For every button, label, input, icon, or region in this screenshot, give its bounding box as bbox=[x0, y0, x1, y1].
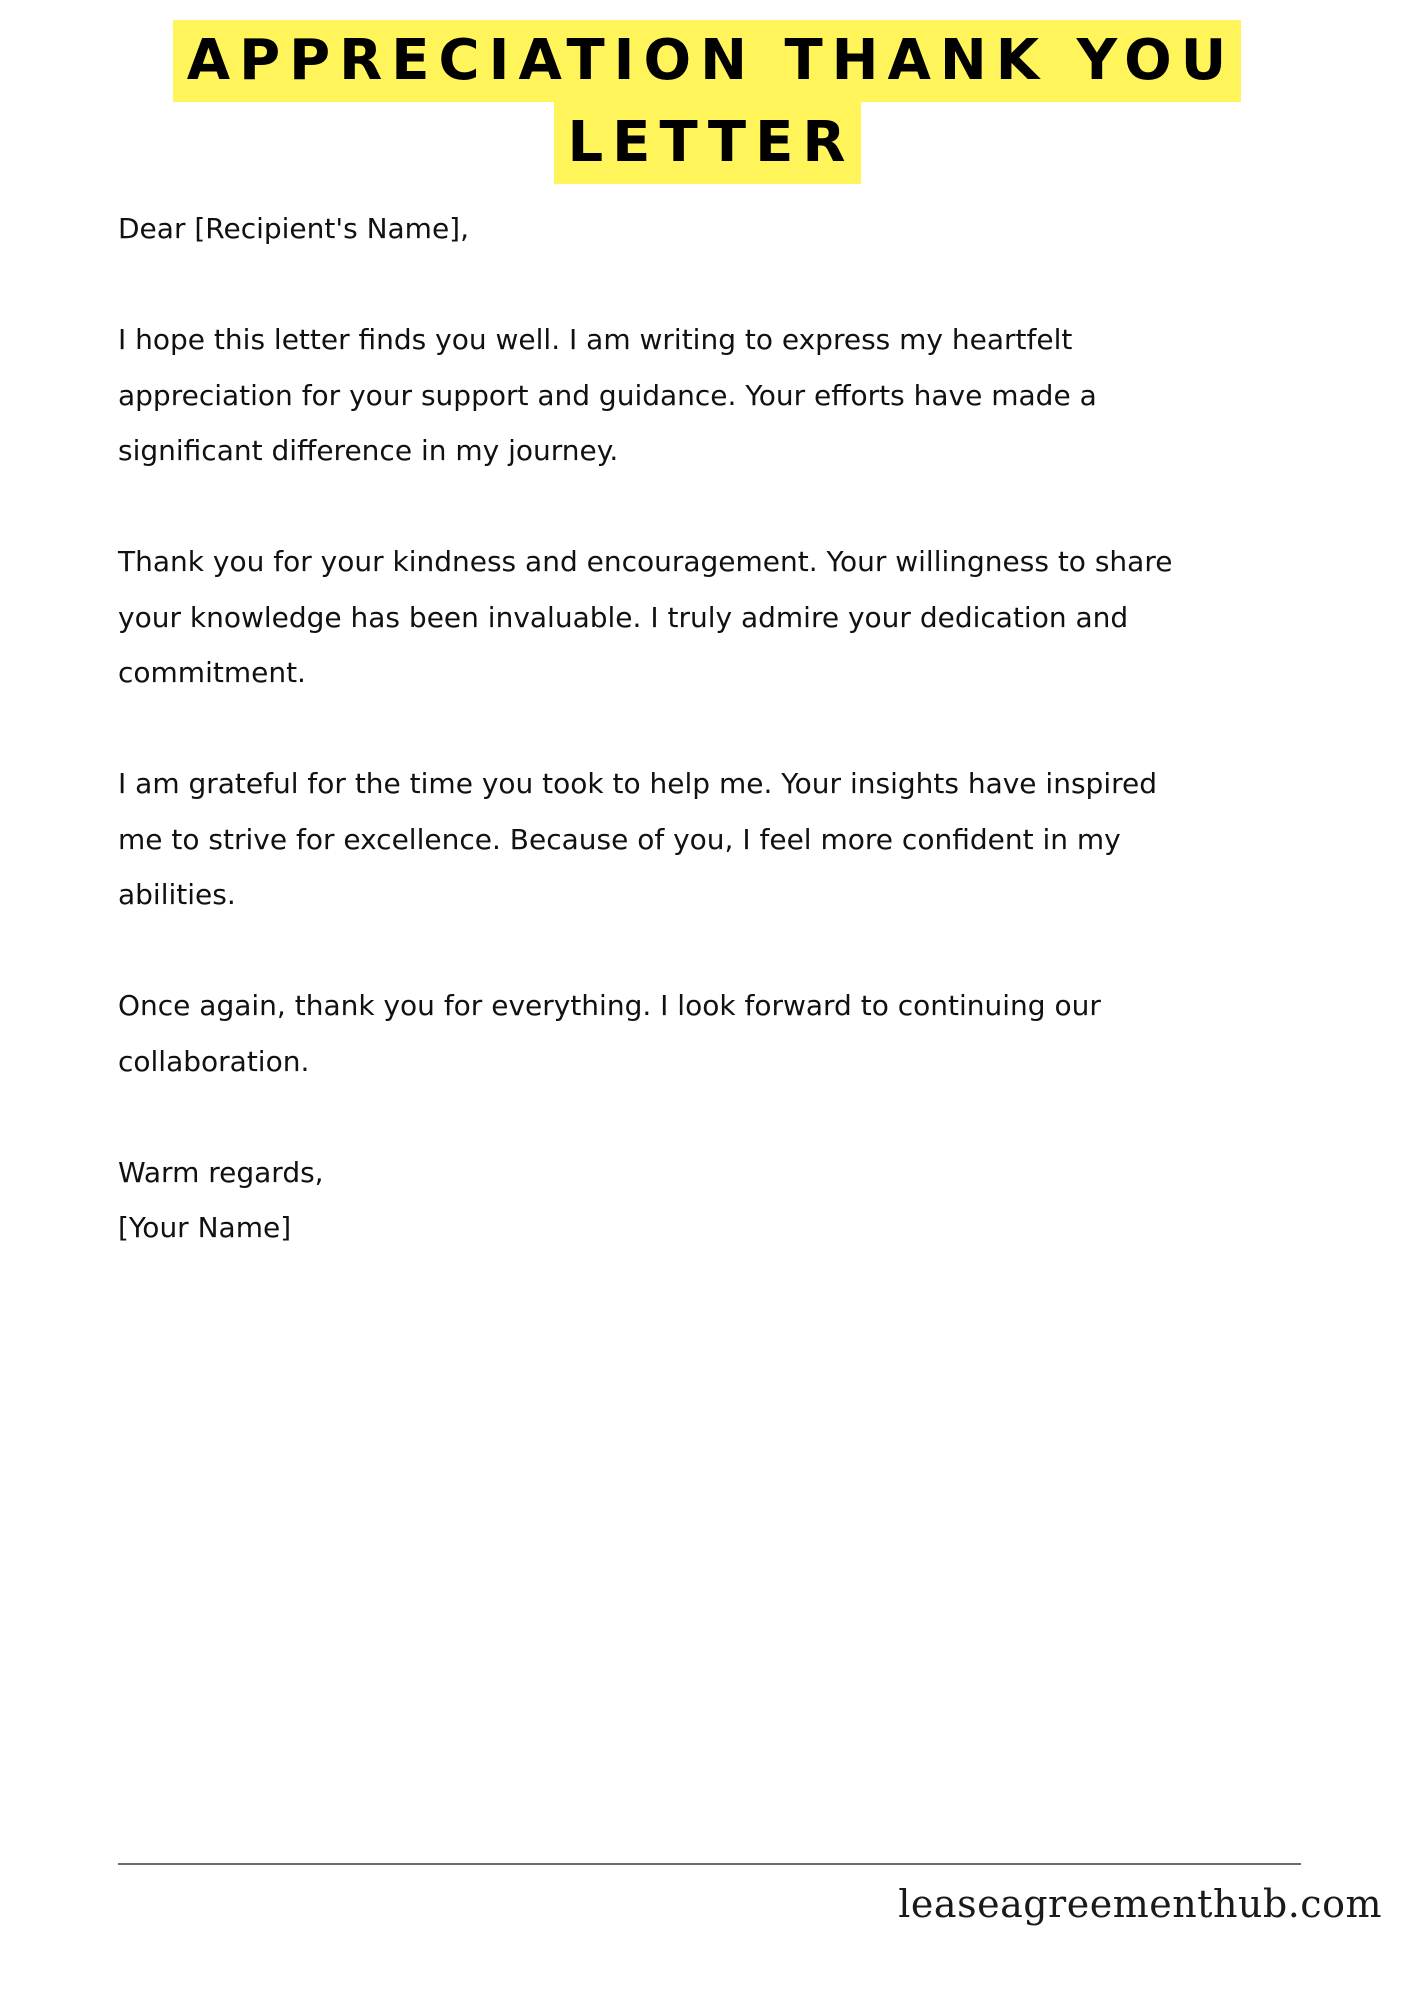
paragraph-1-line: significant difference in my journey. bbox=[118, 434, 619, 467]
closing-block bbox=[118, 1145, 1318, 1256]
paragraph-3-line: I am grateful for the time you took to help me. Your insights have inspired bbox=[118, 767, 1157, 800]
paragraph-1-line: appreciation for your support and guidance. Your efforts have made a bbox=[118, 378, 1097, 412]
paragraph-4-line: collaboration. bbox=[118, 1044, 310, 1078]
paragraph-3-line: abilities. bbox=[118, 878, 236, 911]
paragraph-3 bbox=[118, 756, 1318, 923]
footer-divider bbox=[118, 1863, 1301, 1865]
paragraph-1-line: I hope this letter finds you well. I am writing to express my heartfelt bbox=[118, 323, 1073, 356]
letter-title bbox=[0, 20, 1414, 184]
website-footer: leaseagreementhub.com bbox=[898, 1882, 1382, 1926]
title-line-2: LETTER bbox=[554, 102, 861, 184]
paragraph-4 bbox=[118, 978, 1318, 1089]
paragraph-2-line: commitment. bbox=[118, 656, 306, 689]
salutation: Dear [Recipient's Name], bbox=[118, 212, 469, 245]
paragraph-1 bbox=[118, 312, 1318, 479]
paragraph-2 bbox=[118, 534, 1318, 701]
paragraph-2-line: your knowledge has been invaluable. I truly admire your dedication and bbox=[118, 600, 1129, 634]
paragraph-2-line: Thank you for your kindness and encouragement. Your willingness to share bbox=[118, 545, 1173, 578]
closing: Warm regards, bbox=[118, 1155, 324, 1189]
paragraph-4-line: Once again, thank you for everything. I look forward to continuing our bbox=[118, 989, 1101, 1022]
paragraph-3-line: me to strive for excellence. Because of you, I feel more confident in my bbox=[118, 822, 1121, 856]
letter-body bbox=[118, 201, 1318, 1256]
signature: [Your Name] bbox=[118, 1211, 292, 1244]
title-line-1: APPRECIATION THANK YOU bbox=[173, 20, 1242, 102]
